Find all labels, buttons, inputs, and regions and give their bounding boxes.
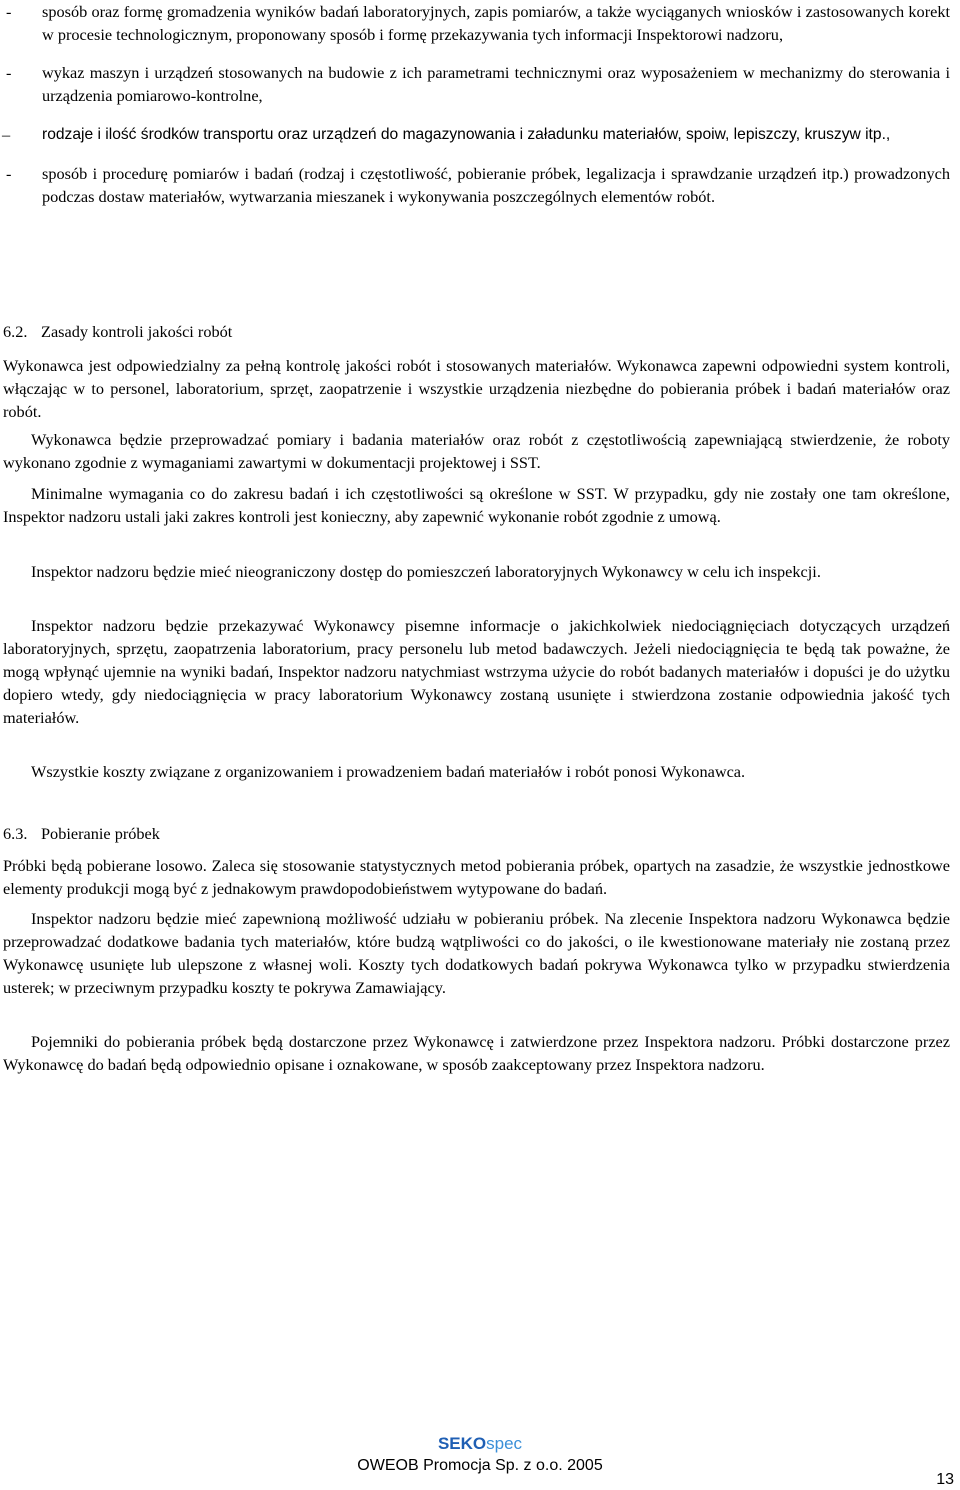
paragraph: Wykonawca będzie przeprowadzać pomiary i badania materiałów oraz robót z częstotliwością zapewniającą stwierdzenie, że roboty wykonano zgodnie z wymaganiami zawartymi w dokumentacji projektowej i SST. bbox=[3, 430, 950, 472]
list-marker: - bbox=[6, 63, 12, 82]
section-heading-6-2 bbox=[3, 320, 232, 343]
paragraph: Inspektor nadzoru będzie przekazywać Wykonawcy pisemne informacje o jakichkolwiek niedociągnięciach dotyczących urządzeń laboratoryjnych, sprzętu, zaopatrzenia laboratorium, pracy personelu lub metod badawczych. Jeżeli niedociągnięcia te będą tak poważne, że mogą wpłynąć ujemnie na wyniki badań, Inspektor nadzoru natychmiast wstrzyma użycie do robót badanych materiałów i dopuści je do użytku dopiero wtedy, gdy niedociągnięcia w pracy laboratorium Wykonawcy zostaną usunięte i stwierdzona zostanie odpowiednia jakość tych materiałów. bbox=[3, 616, 950, 727]
requirements-list bbox=[0, 0, 960, 208]
list-item bbox=[0, 61, 960, 107]
paragraph: Wykonawca jest odpowiedzialny za pełną kontrolę jakości robót i stosowanych materiałów. Wykonawca zapewni odpowiedni system kontroli, włączając w to personel, laboratorium, sprzęt, zaopatrzenie i wszystkie urządzenia niezbędne do pobierania próbek i badań materiałów oraz robót. bbox=[3, 356, 950, 421]
list-item-text: sposób oraz formę gromadzenia wyników badań laboratoryjnych, zapis pomiarów, a także wyciąganych wniosków i zastosowanych korekt w procesie technologicznym, proponowany sposób i formę przekazywania tych informacji Inspektorowi nadzoru, bbox=[42, 2, 950, 44]
section-number: 6.3. bbox=[3, 824, 28, 843]
paragraph: Inspektor nadzoru będzie mieć nieograniczony dostęp do pomieszczeń laboratoryjnych Wykonawcy w celu ich inspekcji. bbox=[31, 562, 821, 581]
section-title: Zasady kontroli jakości robót bbox=[41, 322, 233, 341]
paragraph: Wszystkie koszty związane z organizowaniem i prowadzeniem badań materiałów i robót ponosi Wykonawca. bbox=[31, 762, 746, 781]
section-number: 6.2. bbox=[3, 322, 28, 341]
section-heading-6-3 bbox=[3, 822, 160, 845]
list-marker: - bbox=[6, 164, 12, 183]
paragraph: Próbki będą pobierane losowo. Zaleca się stosowanie statystycznych metod pobierania próbek, opartych na zasadzie, że wszystkie jednostkowe elementy produkcji mogą być z jednakowym prawdopodobieństwem wytypowane do badań. bbox=[3, 856, 950, 898]
list-item-text: sposób i procedurę pomiarów i badań (rodzaj i częstotliwość, pobieranie próbek, legalizacja i sprawdzanie urządzeń itp.) prowadzonych podczas dostaw materiałów, wytwarzania mieszanek i wykonywania poszczególnych elementów robót. bbox=[42, 164, 950, 206]
list-item-text: rodzaje i ilość środków transportu oraz urządzeń do magazynowania i załadunku materiałów, spoiw, lepiszczy, kruszyw itp., bbox=[42, 126, 891, 143]
footer-brand-logo bbox=[0, 1434, 960, 1454]
brand-part-2: spec bbox=[486, 1434, 523, 1453]
list-item bbox=[0, 123, 960, 146]
list-item bbox=[0, 162, 960, 208]
list-item-text: wykaz maszyn i urządzeń stosowanych na budowie z ich parametrami technicznymi oraz wyposażeniem w mechanizmy do sterowania i urządzenia pomiarowo-kontrolne, bbox=[42, 63, 950, 105]
paragraph: Pojemniki do pobierania próbek będą dostarczone przez Wykonawcę i zatwierdzone przez Inspektora nadzoru. Próbki dostarczone przez Wykonawcę do badań będą odpowiednio opisane i oznakowane, w sposób zaakceptowany przez Inspektora nadzoru. bbox=[3, 1032, 950, 1074]
list-marker: - bbox=[6, 2, 12, 21]
list-item bbox=[0, 0, 960, 46]
footer-company: OWEOB Promocja Sp. z o.o. 2005 bbox=[357, 1457, 603, 1474]
list-marker: – bbox=[2, 125, 11, 144]
paragraph: Inspektor nadzoru będzie mieć zapewnioną możliwość udziału w pobieraniu próbek. Na zlecenie Inspektora nadzoru Wykonawca będzie przeprowadzać dodatkowe badania tych materiałów, które budzą wątpliwości co do jakości, o ile kwestionowane materiały nie zostaną przez Wykonawcę usunięte lub ulepszone z własnej woli. Koszty tych dodatkowych badań pokrywa Wykonawca tylko w przypadku stwierdzenia usterek; w przeciwnym przypadku koszty te pokrywa Zamawiający. bbox=[3, 909, 950, 997]
brand-part-1: SEKO bbox=[437, 1434, 487, 1453]
paragraph: Minimalne wymagania co do zakresu badań i ich częstotliwości są określone w SST. W przypadku, gdy nie zostały one tam określone, Inspektor nadzoru ustali jaki zakres kontroli jest konieczny, aby zapewnić wykonanie robót zgodnie z umową. bbox=[3, 484, 950, 526]
section-title: Pobieranie próbek bbox=[41, 824, 160, 843]
page-number: 13 bbox=[936, 1471, 954, 1488]
